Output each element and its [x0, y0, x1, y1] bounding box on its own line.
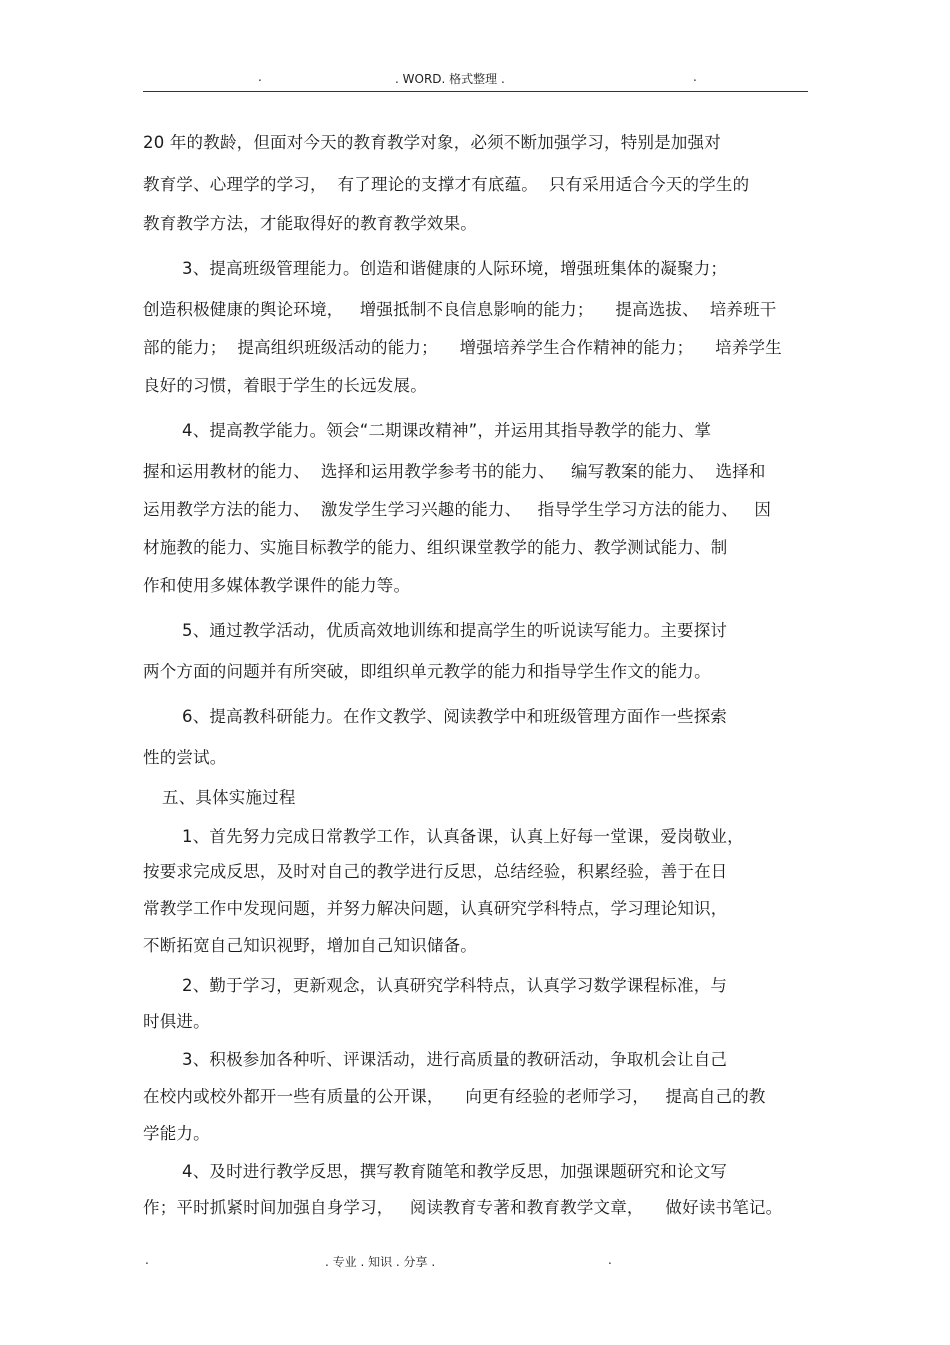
text-line: 学能力。	[143, 1124, 210, 1143]
header-divider	[143, 91, 808, 92]
text-line: 5、通过教学活动，优质高效地训练和提高学生的听说读写能力。主要探讨	[182, 621, 728, 640]
text-line: 时俱进。	[143, 1012, 210, 1031]
text-line: 性的尝试。	[143, 748, 227, 767]
text-line: 教育教学方法，才能取得好的教育教学效果。	[143, 214, 477, 233]
text-line: 作；平时抓紧时间加强自身学习， 阅读教育专著和教育教学文章， 做好读书笔记。	[143, 1198, 783, 1217]
text-line: 3、提高班级管理能力。创造和谐健康的人际环境，增强班集体的凝聚力；	[182, 259, 728, 278]
text-line: 在校内或校外都开一些有质量的公开课， 向更有经验的老师学习， 提高自己的教	[143, 1087, 766, 1106]
text-line: 4、及时进行教学反思，撰写教育随笔和教学反思，加强课题研究和论文写	[182, 1162, 728, 1181]
text-line: 常教学工作中发现问题，并努力解决问题，认真研究学科特点，学习理论知识，	[143, 899, 728, 918]
text-line: 运用教学方法的能力、 激发学生学习兴趣的能力、 指导学生学习方法的能力、 因	[143, 500, 772, 519]
text-line: 20 年的教龄，但面对今天的教育教学对象，必须不断加强学习，特别是加强对	[143, 133, 721, 152]
text-line: 教育学、心理学的学习， 有了理论的支撑才有底蕴。 只有采用适合今天的学生的	[143, 175, 750, 194]
text-line: 1、首先努力完成日常教学工作，认真备课，认真上好每一堂课，爱岗敬业，	[182, 827, 744, 846]
page-footer	[0, 1253, 950, 1271]
text-line: 部的能力； 提高组织班级活动的能力； 增强培养学生合作精神的能力； 培养学生	[143, 338, 782, 357]
text-line: 2、勤于学习，更新观念，认真研究学科特点，认真学习数学课程标准，与	[182, 976, 728, 995]
text-line: 良好的习惯，着眼于学生的长远发展。	[143, 376, 427, 395]
header-dot-right: .	[693, 70, 697, 84]
section-heading: 五、具体实施过程	[162, 788, 296, 807]
text-line: 3、积极参加各种听、评课活动，进行高质量的教研活动，争取机会让自己	[182, 1050, 728, 1069]
page-header	[0, 70, 950, 90]
text-line: 材施教的能力、实施目标教学的能力、组织课堂教学的能力、教学测试能力、制	[143, 538, 728, 557]
header-title: . WORD. 格式整理 .	[395, 72, 505, 86]
footer-dot-left: .	[145, 1253, 149, 1267]
footer-dot-right: .	[608, 1253, 612, 1267]
footer-text: . 专业 . 知识 . 分享 .	[325, 1255, 436, 1269]
text-line: 4、提高教学能力。领会“二期课改精神”，并运用其指导教学的能力、掌	[182, 421, 712, 440]
text-line: 6、提高教科研能力。在作文教学、阅读教学中和班级管理方面作一些探索	[182, 707, 728, 726]
text-line: 两个方面的问题并有所突破，即组织单元教学的能力和指导学生作文的能力。	[143, 662, 711, 681]
text-line: 不断拓宽自己知识视野，增加自己知识储备。	[143, 936, 477, 955]
text-line: 作和使用多媒体教学课件的能力等。	[143, 576, 411, 595]
text-line: 握和运用教材的能力、 选择和运用教学参考书的能力、 编写教案的能力、 选择和	[143, 462, 766, 481]
text-line: 创造积极健康的舆论环境， 增强抵制不良信息影响的能力； 提高选拔、 培养班干	[143, 300, 777, 319]
text-line: 按要求完成反思，及时对自己的教学进行反思，总结经验，积累经验，善于在日	[143, 862, 728, 881]
header-dot-left: .	[258, 70, 262, 84]
